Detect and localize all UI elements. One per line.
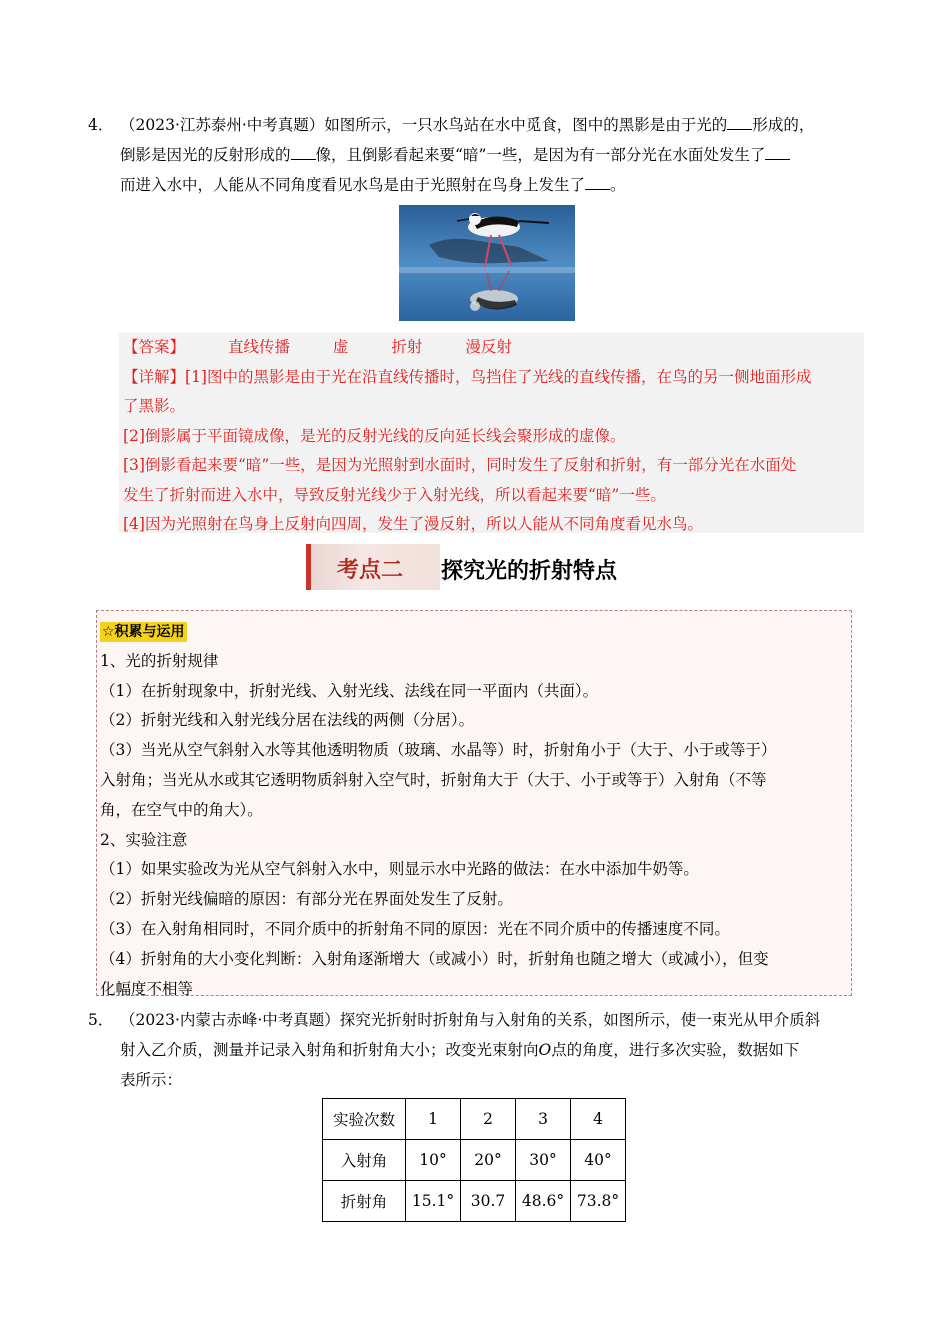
answer-label: 【答案】 (123, 338, 186, 356)
section-tag: 考点二 (306, 544, 440, 590)
answer-item: 折射 (391, 338, 423, 356)
answer-item: 直线传播 (227, 338, 290, 356)
table-cell: 73.8° (571, 1181, 626, 1222)
table-cell: 实验次数 (323, 1099, 406, 1140)
table-cell: 30° (516, 1140, 571, 1181)
table-cell: 4 (571, 1099, 626, 1140)
q4-line-1: （2023·江苏泰州·中考真题）如图所示，一只水鸟站在水中觅食，图中的黑影是由于光的 形成的， (120, 116, 815, 134)
knowledge-line: 化幅度不相等 (100, 979, 194, 998)
detail-line-2: [2]倒影属于平面镜成像，是光的反射光线的反向延长线会聚形成的虚像。 (123, 426, 626, 445)
table-cell: 30.7 (461, 1181, 516, 1222)
q5-line-3: 表所示： (120, 1071, 183, 1089)
q4-line-3: 而进入水中，人能从不同角度看见水鸟是由于光照射在鸟身上发生了 。 (120, 176, 626, 194)
waterbird-photo (399, 205, 575, 321)
answer-blank (727, 115, 752, 130)
knowledge-line: （2）折射光线偏暗的原因：有部分光在界面处发生了反射。 (100, 890, 513, 909)
point-o-label: O (538, 1041, 552, 1059)
answer-line (119, 333, 864, 363)
answer-blank (585, 175, 610, 190)
table-cell: 3 (516, 1099, 571, 1140)
table-cell: 40° (571, 1140, 626, 1181)
knowledge-title: ☆积累与运用 (102, 624, 185, 640)
knowledge-line: （4）折射角的大小变化判断：入射角逐渐增大（或减小）时，折射角也随之增大（或减小），但变 (100, 949, 769, 968)
knowledge-line: 1、光的折射规律 (100, 651, 219, 670)
knowledge-line: 入射角；当光从水或其它透明物质斜射入空气时，折射角大于（大于、小于或等于）入射角（不等 (100, 770, 767, 789)
table-cell: 折射角 (323, 1181, 406, 1222)
answer-explanation-box (119, 333, 864, 533)
question-number: 5． (88, 1011, 114, 1029)
knowledge-line: （3）当光从空气斜射入水等其他透明物质（玻璃、水晶等）时，折射角小于（大于、小于或等于） (100, 741, 777, 760)
table-cell: 10° (406, 1140, 461, 1181)
table-cell: 2 (461, 1099, 516, 1140)
section-title: 探究光的折射特点 (441, 559, 618, 584)
detail-line-1b: 了黑影。 (123, 397, 186, 415)
answer-blank (765, 145, 790, 160)
table-row (323, 1099, 626, 1140)
knowledge-line: （1）如果实验改为光从空气斜射入水中，则显示水中光路的做法：在水中添加牛奶等。 (100, 860, 699, 879)
q5-line-1: （2023·内蒙古赤峰·中考真题）探究光折射时折射角与入射角的关系，如图所示，使一束光从甲介质斜 (120, 1011, 821, 1029)
table-cell: 1 (406, 1099, 461, 1140)
answer-item: 虚 (332, 338, 349, 356)
table-row (323, 1140, 626, 1181)
detail-line-3b: 发生了折射而进入水中，导致反射光线少于入射光线，所以看起来要“暗”一些。 (123, 485, 666, 504)
data-table (322, 1098, 626, 1222)
q5-line-2: 射入乙介质，测量并记录入射角和折射角大小；改变光束射向O点的角度，进行多次实验，数据如下 (120, 1041, 800, 1059)
table-cell: 15.1° (406, 1181, 461, 1222)
detail-label: 【详解】 (123, 367, 186, 386)
detail-line-1: 【详解】[1]图中的黑影是由于光在沿直线传播时，鸟挡住了光线的直线传播，在鸟的另一侧地面形成 (123, 367, 812, 386)
table-cell: 入射角 (323, 1140, 406, 1181)
knowledge-line: 角，在空气中的角大）。 (100, 800, 263, 819)
q4-line-2: 倒影是因光的反射形成的 像，且倒影看起来要“暗”一些，是因为有一部分光在水面处发生了 (120, 140, 863, 170)
answer-blank (291, 145, 316, 160)
knowledge-line: （1）在折射现象中，折射光线、入射光线、法线在同一平面内（共面）。 (100, 681, 599, 700)
knowledge-line: 2、实验注意 (100, 830, 188, 849)
table-cell: 48.6° (516, 1181, 571, 1222)
table-cell: 20° (461, 1140, 516, 1181)
question-5 (88, 1005, 863, 1095)
detail-line-3: [3]倒影看起来要“暗”一些，是因为光照射到水面时，同时发生了反射和折射，有一部分光在水面处 (123, 456, 797, 474)
knowledge-box (96, 610, 852, 996)
detail-line-4: [4]因为光照射在鸟身上反射向四周，发生了漫反射，所以人能从不同角度看见水鸟。 (123, 515, 703, 533)
table-row (323, 1181, 626, 1222)
knowledge-line: （3）在入射角相同时，不同介质中的折射角不同的原因：光在不同介质中的传播速度不同。 (100, 919, 730, 938)
answer-item: 漫反射 (465, 338, 512, 356)
question-number: 4． (88, 116, 114, 134)
knowledge-line: （2）折射光线和入射光线分居在法线的两侧（分居）。 (100, 711, 475, 730)
question-4 (88, 110, 863, 200)
